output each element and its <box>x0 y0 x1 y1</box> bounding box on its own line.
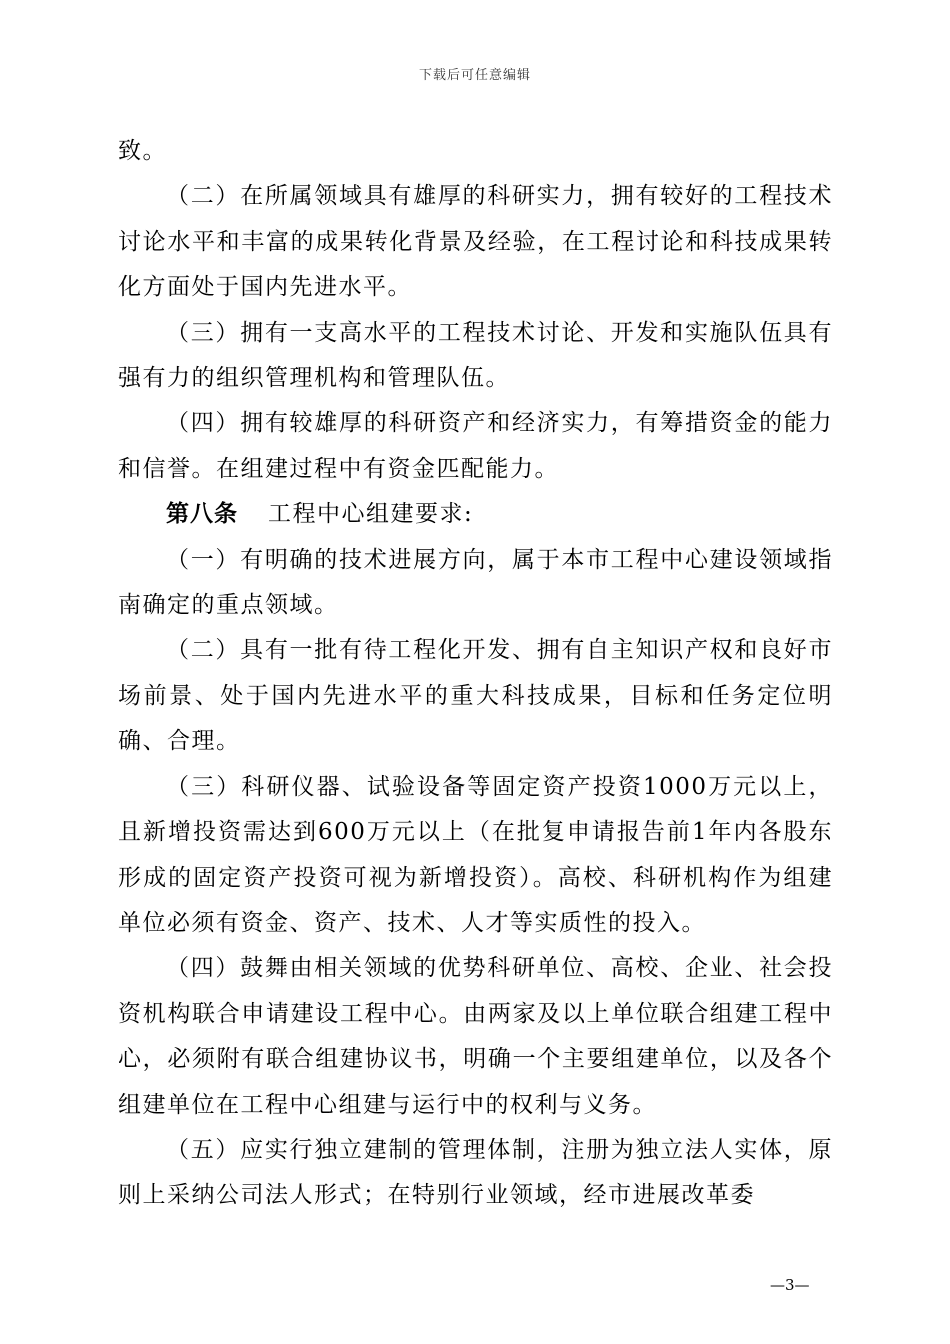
paragraph-item-2: （二）在所属领域具有雄厚的科研实力，拥有较好的工程技术讨论水平和丰富的成果转化背景及经验，在工程讨论和科技成果转化方面处于国内先进水平。 <box>118 183 833 301</box>
requirement-item-3: （三）科研仪器、试验设备等固定资产投资1000万元以上，且新增投资需达到600万元以上（在批复申请报告前1年内各股东形成的固定资产投资可视为新增投资）。高校、科研机构作为组建单位必须有资金、资产、技术、人才等实质性的投入。 <box>118 773 833 936</box>
requirement-item-2: （二）具有一批有待工程化开发、拥有自主知识产权和良好市场前景、处于国内先进水平的重大科技成果，目标和任务定位明确、合理。 <box>118 637 833 755</box>
paragraph-continuation: 致。 <box>118 138 167 164</box>
requirement-item-5: （五）应实行独立建制的管理体制，注册为独立法人实体，原则上采纳公司法人形式；在特别行业领域，经市进展改革委 <box>118 1136 833 1209</box>
requirement-item-1: （一）有明确的技术进展方向，属于本市工程中心建设领域指南确定的重点领域。 <box>118 546 833 619</box>
page-number: —3— <box>770 1276 810 1294</box>
article-title: 工程中心组建要求: <box>268 501 474 528</box>
document-body <box>118 129 833 1219</box>
page-header: 下载后可任意编辑 <box>418 68 531 83</box>
requirement-item-4: （四）鼓舞由相关领域的优势科研单位、高校、企业、社会投资机构联合申请建设工程中心。由两家及以上单位联合组建工程中心，必须附有联合组建协议书，明确一个主要组建单位，以及各个组建单位在工程中心组建与运行中的权利与义务。 <box>118 955 833 1118</box>
paragraph-item-4: （四）拥有较雄厚的科研资产和经济实力，有筹措资金的能力和信誉。在组建过程中有资金匹配能力。 <box>118 410 833 482</box>
article-number: 第八条 <box>166 501 238 528</box>
article-heading <box>118 492 833 537</box>
paragraph-item-3: （三）拥有一支高水平的工程技术讨论、开发和实施队伍具有强有力的组织管理机构和管理队伍。 <box>118 319 833 392</box>
